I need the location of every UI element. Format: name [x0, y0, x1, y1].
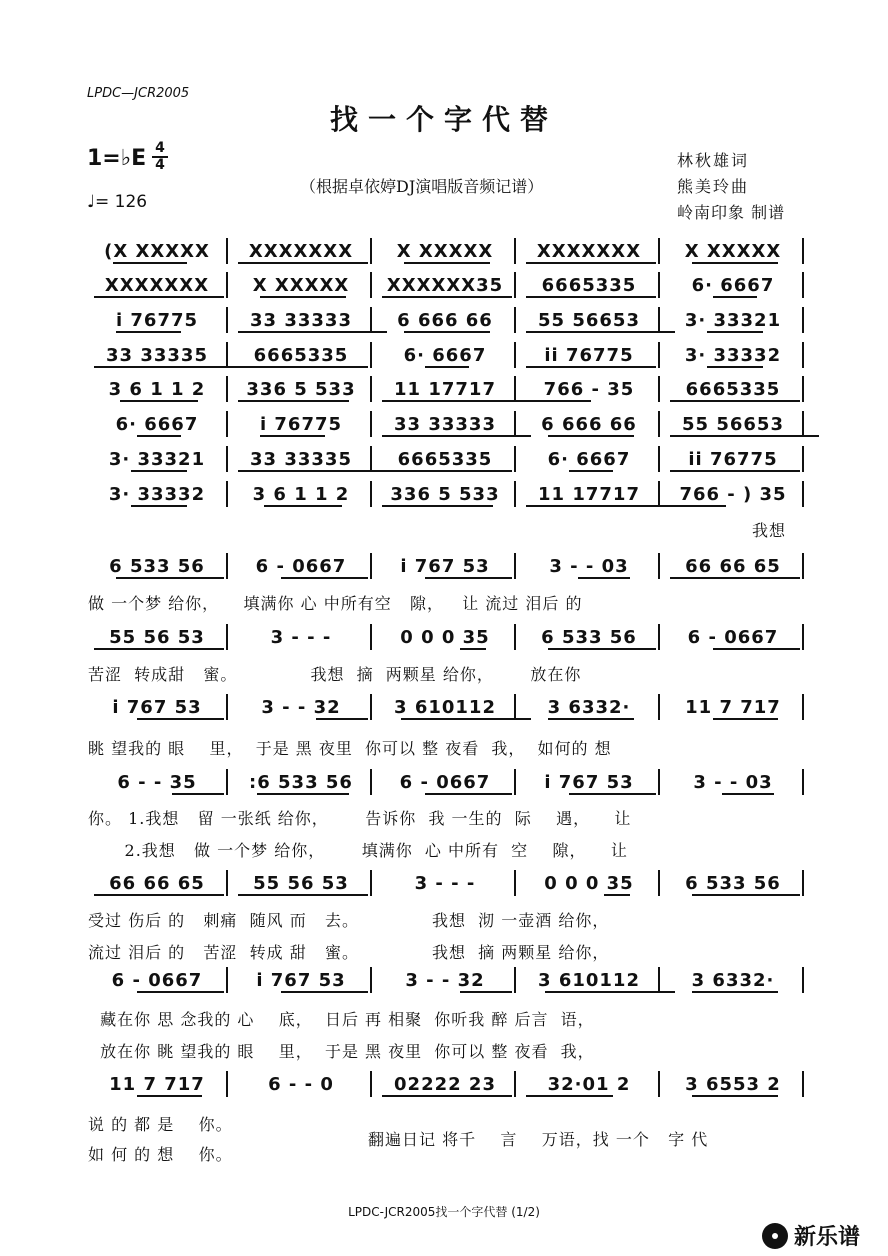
beam-underline: [526, 400, 591, 402]
beam-underline: [425, 577, 512, 579]
measure: i 767 53: [400, 555, 490, 577]
beam-underline: [722, 793, 774, 795]
beam-underline: [382, 470, 512, 472]
beam-underline: [548, 435, 635, 437]
lyric-line: 受过 伤后 的 刺痛 随风 而 去。 我想 沏 一壶酒 给你，: [88, 911, 610, 930]
measure: i 76775: [259, 413, 343, 435]
measure: (X XXXXX: [104, 240, 210, 262]
beam-underline: [713, 648, 800, 650]
measure: 6 - - 0: [268, 1073, 334, 1095]
notation-row: [86, 444, 806, 474]
barline: [802, 481, 804, 507]
beam-underline: [281, 991, 368, 993]
measure: i 767 53: [544, 771, 634, 793]
barline: [658, 272, 660, 298]
beam-underline: [113, 262, 187, 264]
beam-underline: [120, 400, 198, 402]
beam-underline: [264, 505, 342, 507]
beam-underline: [238, 331, 387, 333]
lyric-line: 做 一个梦 给你， 填满你 心 中所有空 隙， 让 流过 泪后 的: [88, 594, 583, 613]
beam-underline: [569, 470, 612, 472]
measure: 3 - - 03: [693, 771, 773, 793]
barline: [514, 238, 516, 264]
measure: 3 6553 2: [685, 1073, 781, 1095]
barline: [370, 446, 372, 472]
beam-underline: [382, 505, 493, 507]
measure: 6 533 56: [541, 626, 637, 648]
measure: i 767 53: [256, 969, 346, 991]
measure: 3 - - 03: [549, 555, 629, 577]
measure: 55 56 53: [109, 626, 205, 648]
measure: 6· 6667: [403, 344, 487, 366]
beam-underline: [238, 894, 368, 896]
barline: [658, 481, 660, 507]
beam-underline: [404, 262, 491, 264]
page-title: 找一个字代替: [329, 103, 558, 136]
barline: [514, 1071, 516, 1097]
notation-row: [86, 1069, 806, 1099]
beam-underline: [137, 435, 180, 437]
barline: [802, 342, 804, 368]
barline: [514, 967, 516, 993]
measure: XXXXXX35: [386, 274, 504, 296]
beam-underline: [670, 577, 800, 579]
measure: 0 0 0 35: [400, 626, 490, 648]
measure: 6 - 0667: [687, 626, 779, 648]
beam-underline: [670, 470, 800, 472]
measure: 3 - - -: [414, 872, 476, 894]
lyric-line: 如 何 的 想 你。: [88, 1145, 233, 1164]
barline: [370, 1071, 372, 1097]
measure: 6 - 0667: [111, 969, 203, 991]
beam-underline: [526, 1095, 613, 1097]
barline: [370, 870, 372, 896]
beam-underline: [94, 894, 224, 896]
measure: 55 56653: [682, 413, 784, 435]
notation-row: [86, 767, 806, 797]
notation-row: [86, 551, 806, 581]
beam-underline: [545, 991, 675, 993]
beam-underline: [94, 648, 224, 650]
measure: 6 533 56: [109, 555, 205, 577]
lyric-line: 2.我想 做 一个梦 给你， 填满你 心 中所有 空 隙， 让: [88, 841, 628, 860]
beam-underline: [670, 505, 726, 507]
beam-underline: [94, 296, 224, 298]
measure: 6· 6667: [115, 413, 199, 435]
notation-row: [86, 374, 806, 404]
barline: [370, 967, 372, 993]
subtitle: （根据卓依婷DJ演唱版音频记谱）: [300, 177, 544, 196]
barline: [370, 238, 372, 264]
barline: [802, 376, 804, 402]
disc-icon: [762, 1223, 788, 1249]
beam-underline: [401, 718, 531, 720]
barline: [802, 272, 804, 298]
barline: [514, 342, 516, 368]
barline: [226, 1071, 228, 1097]
measure: 6665335: [397, 448, 493, 470]
beam-underline: [670, 435, 819, 437]
measure: 3 - - 32: [261, 696, 341, 718]
beam-underline: [460, 991, 512, 993]
score-serial: LPDC—JCR2005: [87, 86, 190, 101]
arranger-credit: 岭南印象 制谱: [677, 203, 786, 222]
barline: [370, 553, 372, 579]
barline: [658, 446, 660, 472]
measure: ii 76775: [688, 448, 778, 470]
beam-underline: [713, 718, 778, 720]
barline: [658, 694, 660, 720]
notation-row: [86, 868, 806, 898]
beam-underline: [131, 470, 187, 472]
measure: 6 - 0667: [255, 555, 347, 577]
barline: [226, 870, 228, 896]
barline: [370, 624, 372, 650]
barline: [658, 307, 660, 333]
lyric-line: 苦涩 转成甜 蜜。 我想 摘 两颗星 给你， 放在你: [88, 665, 582, 684]
measure: 33 33333: [394, 413, 496, 435]
beam-underline: [137, 718, 224, 720]
measure: 66 66 65: [109, 872, 205, 894]
beam-underline: [425, 366, 468, 368]
barline: [658, 967, 660, 993]
beam-underline: [382, 1095, 512, 1097]
measure: X XXXXX: [252, 274, 350, 296]
beam-underline: [548, 718, 635, 720]
measure: X XXXXX: [396, 240, 494, 262]
measure: 55 56 53: [253, 872, 349, 894]
measure: 3 610112: [394, 696, 496, 718]
time-signature: [152, 141, 168, 173]
beam-underline: [316, 718, 368, 720]
measure: 6· 6667: [691, 274, 775, 296]
beam-underline: [238, 470, 387, 472]
beam-underline: [260, 296, 347, 298]
measure: 6 666 66: [397, 309, 493, 331]
site-logo: [762, 1220, 860, 1251]
barline: [370, 411, 372, 437]
barline: [802, 1071, 804, 1097]
notation-row: [86, 409, 806, 439]
barline: [514, 481, 516, 507]
beam-underline: [604, 894, 630, 896]
beam-underline: [137, 1095, 202, 1097]
beam-underline: [257, 793, 350, 795]
measure: 336 5 533: [390, 483, 500, 505]
beam-underline: [172, 793, 224, 795]
measure: 33 33335: [250, 448, 352, 470]
measure: 3· 33321: [684, 309, 782, 331]
beam-underline: [548, 648, 656, 650]
measure: :6 533 56: [249, 771, 353, 793]
tempo-marking: ♩= 126: [87, 192, 148, 212]
barline: [226, 307, 228, 333]
barline: [658, 238, 660, 264]
beam-underline: [526, 331, 675, 333]
barline: [658, 342, 660, 368]
notation-row: [86, 622, 806, 652]
measure: 3· 33321: [108, 448, 206, 470]
barline: [226, 694, 228, 720]
page-footer: LPDC-JCR2005找一个字代替 (1/2): [348, 1205, 540, 1219]
measure: 6 666 66: [541, 413, 637, 435]
measure: 33 33335: [106, 344, 208, 366]
measure: 3 6 1 1 2: [108, 378, 206, 400]
beam-underline: [526, 262, 656, 264]
measure: 6· 6667: [547, 448, 631, 470]
notation-row: [86, 270, 806, 300]
beam-underline: [238, 400, 349, 402]
beam-underline: [692, 262, 779, 264]
lyric-line: 眺 望我的 眼 里， 于是 黑 夜里 你可以 整 夜看 我， 如何的 想: [88, 739, 612, 758]
measure: 02222 23: [394, 1073, 496, 1095]
measure: XXXXXXX: [536, 240, 642, 262]
lyric-line: 翻遍日记 将千 言 万语，找 一个 字 代: [368, 1130, 709, 1149]
barline: [226, 769, 228, 795]
barline: [658, 769, 660, 795]
measure: 3· 33332: [684, 344, 782, 366]
measure: 336 5 533: [246, 378, 356, 400]
beam-underline: [526, 296, 656, 298]
barline: [658, 411, 660, 437]
barline: [226, 411, 228, 437]
barline: [226, 481, 228, 507]
measure: X XXXXX: [684, 240, 782, 262]
measure: 66 66 65: [685, 555, 781, 577]
beam-underline: [526, 366, 656, 368]
measure: 11 17717: [394, 378, 496, 400]
beam-underline: [238, 262, 368, 264]
barline: [514, 624, 516, 650]
measure: 3· 33332: [108, 483, 206, 505]
measure: XXXXXXX: [248, 240, 354, 262]
barline: [514, 446, 516, 472]
barline: [802, 238, 804, 264]
barline: [370, 272, 372, 298]
beam-underline: [404, 331, 491, 333]
barline: [226, 624, 228, 650]
barline: [802, 769, 804, 795]
barline: [370, 376, 372, 402]
barline: [370, 694, 372, 720]
barline: [226, 238, 228, 264]
lyric-line: 说 的 都 是 你。: [88, 1115, 233, 1134]
beam-underline: [692, 991, 779, 993]
measure: 3 - - -: [270, 626, 332, 648]
lyric-line: 流过 泪后 的 苦涩 转成 甜 蜜。 我想 摘 两颗星 给你，: [88, 943, 610, 962]
barline: [370, 481, 372, 507]
barline: [802, 870, 804, 896]
measure: 6 - 0667: [399, 771, 491, 793]
measure: 3 - - 32: [405, 969, 485, 991]
beam-underline: [382, 435, 531, 437]
beam-underline: [94, 366, 243, 368]
measure: 6665335: [685, 378, 781, 400]
time-top: 4: [155, 140, 165, 156]
time-bottom: 4: [152, 156, 168, 173]
measure: 33 33333: [250, 309, 352, 331]
beam-underline: [713, 296, 756, 298]
measure: 11 17717: [538, 483, 640, 505]
barline: [514, 870, 516, 896]
measure: 6665335: [541, 274, 637, 296]
barline: [370, 342, 372, 368]
barline: [658, 376, 660, 402]
notation-row: [86, 479, 806, 509]
barline: [514, 694, 516, 720]
beam-underline: [692, 894, 800, 896]
measure: 0 0 0 35: [544, 872, 634, 894]
barline: [802, 307, 804, 333]
composer-credit: 熊美玲曲: [677, 177, 750, 196]
measure: 11 7 717: [685, 696, 781, 718]
barline: [802, 694, 804, 720]
barline: [226, 376, 228, 402]
measure: 55 56653: [538, 309, 640, 331]
beam-underline: [707, 331, 763, 333]
barline: [226, 272, 228, 298]
lyric-line: 你。 1.我想 留 一张纸 给你， 告诉你 我 一生的 际 遇， 让: [88, 809, 632, 828]
measure: 3 6332·: [691, 969, 775, 991]
measure: i 76775: [115, 309, 199, 331]
measure: 11 7 717: [109, 1073, 205, 1095]
beam-underline: [707, 366, 763, 368]
barline: [658, 1071, 660, 1097]
measure: 766 - ) 35: [679, 483, 787, 505]
barline: [370, 769, 372, 795]
beam-underline: [692, 1095, 779, 1097]
barline: [226, 967, 228, 993]
lyric-line: 我想: [752, 521, 787, 540]
beam-underline: [116, 577, 224, 579]
measure: 32·01 2: [547, 1073, 631, 1095]
barline: [226, 446, 228, 472]
barline: [514, 307, 516, 333]
barline: [226, 553, 228, 579]
barline: [802, 553, 804, 579]
measure: 3 6332·: [547, 696, 631, 718]
beam-underline: [131, 505, 187, 507]
lyric-line: 放在你 眺 望我的 眼 里， 于是 黑 夜里 你可以 整 夜看 我，: [88, 1042, 595, 1061]
beam-underline: [670, 400, 800, 402]
notation-row: [86, 340, 806, 370]
barline: [658, 870, 660, 896]
measure: 6 533 56: [685, 872, 781, 894]
beam-underline: [526, 505, 675, 507]
barline: [514, 376, 516, 402]
beam-underline: [260, 435, 325, 437]
beam-underline: [425, 793, 512, 795]
beam-underline: [116, 331, 181, 333]
beam-underline: [281, 577, 368, 579]
beam-underline: [382, 400, 531, 402]
key-signature: 1=♭E: [87, 146, 147, 171]
measure: ii 76775: [544, 344, 634, 366]
measure: XXXXXXX: [104, 274, 210, 296]
beam-underline: [460, 648, 486, 650]
barline: [802, 624, 804, 650]
barline: [514, 769, 516, 795]
beam-underline: [382, 296, 512, 298]
notation-row: [86, 965, 806, 995]
barline: [802, 967, 804, 993]
notation-row: [86, 236, 806, 266]
barline: [514, 553, 516, 579]
measure: 766 - 35: [543, 378, 635, 400]
measure: 3 6 1 1 2: [252, 483, 350, 505]
barline: [514, 411, 516, 437]
lyricist-credit: 林秋雄词: [677, 151, 750, 170]
notation-row: [86, 692, 806, 722]
beam-underline: [569, 793, 656, 795]
notation-row: [86, 305, 806, 335]
barline: [802, 446, 804, 472]
beam-underline: [137, 991, 224, 993]
lyric-line: 藏在你 思 念我的 心 底， 日后 再 相聚 你听我 醉 后言 语，: [88, 1010, 595, 1029]
measure: 6 - - 35: [117, 771, 197, 793]
beam-underline: [578, 577, 630, 579]
barline: [226, 342, 228, 368]
barline: [802, 411, 804, 437]
measure: 3 610112: [538, 969, 640, 991]
barline: [658, 624, 660, 650]
logo-text: 新乐谱: [794, 1225, 861, 1250]
barline: [514, 272, 516, 298]
barline: [370, 307, 372, 333]
measure: 6665335: [253, 344, 349, 366]
measure: i 767 53: [112, 696, 202, 718]
beam-underline: [238, 366, 368, 368]
barline: [658, 553, 660, 579]
